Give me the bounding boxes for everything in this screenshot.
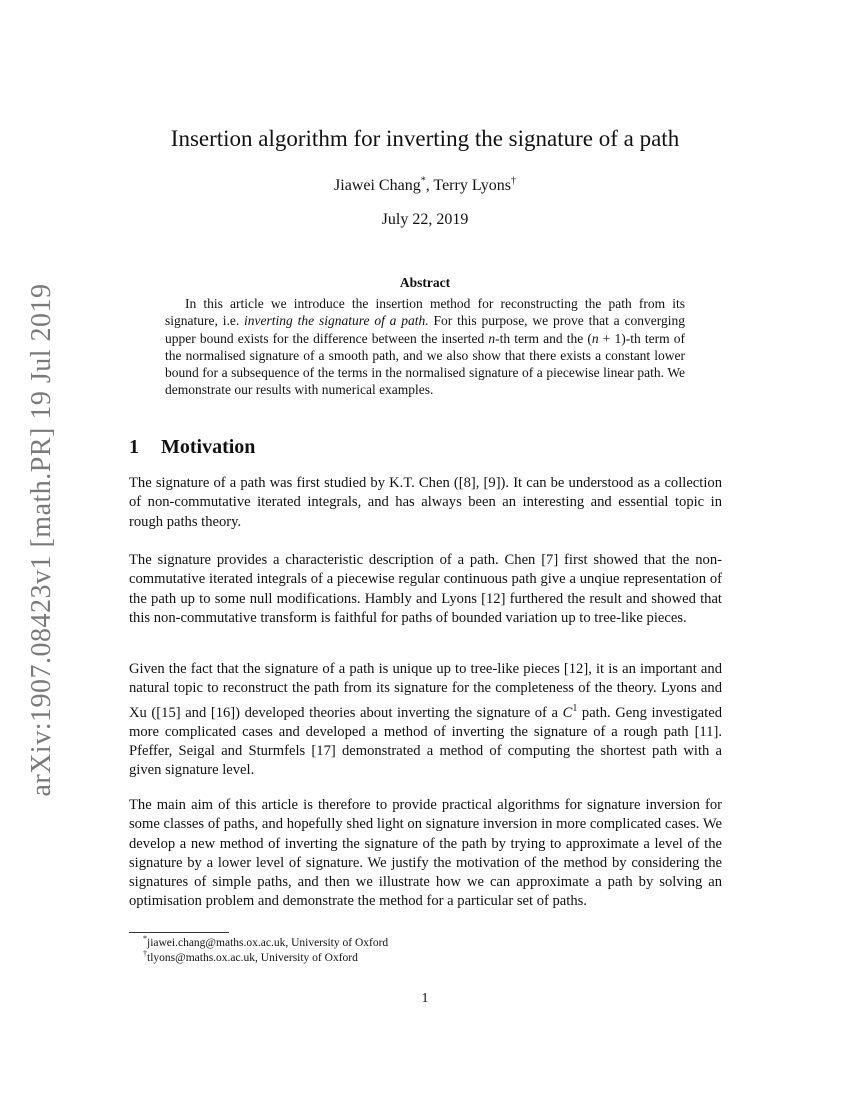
abstract-part-c: -th term and the (: [495, 330, 592, 346]
footnote-2-text: tlyons@maths.ox.ac.uk, University of Oxford: [147, 952, 358, 964]
footnote-2: [143, 951, 358, 965]
paragraph-3: [129, 660, 722, 781]
section-number: 1: [129, 436, 139, 458]
author-separator: ,: [425, 177, 434, 194]
abstract-italic: inverting the signature of a path.: [244, 313, 429, 329]
footnote-2-mark: †: [143, 949, 147, 959]
math-c: C: [562, 704, 573, 721]
abstract-heading: Abstract: [399, 275, 451, 290]
paper-date: July 22, 2019: [381, 211, 469, 228]
page-number: 1: [421, 991, 429, 1006]
arxiv-identifier: arXiv:1907.08423v1 [math.PR] 19 Jul 2019: [26, 283, 57, 797]
section-title: Motivation: [161, 436, 256, 458]
footnote-1-text: jiawei.chang@maths.ox.ac.uk, University of Oxford: [147, 937, 389, 949]
author-mark-lyons[interactable]: †: [510, 175, 516, 187]
section-heading: [129, 436, 255, 459]
arxiv-sidebar-stamp: [22, 283, 62, 797]
footnote-divider: [129, 932, 229, 933]
paragraph-4: The main aim of this article is therefore to provide practical algorithms for signature inversion for some classes of paths, and hopefully shed light on signature inversion in more complicated cases. We develop a new method of inverting the signature of the path by trying to approximate a level of the signature by a lower level of signature. We justify the motivation of the method by considering the signatures of simple paths, and then we illustrate how we can approximate a path by solving an optimisation problem and demonstrate the method for a particular set of paths.: [129, 797, 722, 910]
math-c-superscript: 1: [572, 702, 578, 714]
paragraph-1: The signature of a path was first studied by K.T. Chen ([8], [9]). It can be understood as a collection of non-commutative iterated integrals, and has always been an interesting and essential topic in rough paths theory.: [129, 475, 722, 530]
author-lyons: Terry Lyons: [433, 177, 511, 194]
footnote-1: [143, 936, 388, 950]
abstract-text: [165, 295, 685, 399]
paragraph-3-part-a: Given the fact that the signature of a path is unique up to tree-like pieces [12], it is an important and natural topic to reconstruct the path from its signature for the completeness of the theory. Lyons and Xu ([15] and [16]) developed theories about inverting the signature of a: [129, 661, 722, 721]
paragraph-2: The signature provides a characteristic description of a path. Chen [7] first showed that the non-commutative iterated integrals of a piecewise regular continuous path give a unqiue representation of the path up to some null modifications. Hambly and Lyons [12] furthered the result and showed that this non-commutative transform is faithful for paths of bounded variation up to tree-like pieces.: [129, 552, 722, 626]
abstract-var-n2: n: [591, 330, 599, 346]
abstract-part-d: + 1)-th term of the normalised signature of a smooth path, and we also show that there exists a constant lower bound for a subsequence of the terms in the normalised signature of a piecewise linear path. We demonstrate our results with numerical examples.: [165, 330, 686, 398]
author-line: [0, 177, 850, 195]
abstract-part-b: For this purpose, we prove that a converging upper bound exists for the difference between the inserted: [165, 313, 685, 346]
footnote-1-mark: *: [143, 934, 147, 944]
abstract-var-n: n: [488, 330, 496, 346]
paragraph-3-part-b: path. Geng investigated more complicated cases and developed a method of inverting the signature of a rough path [11]. Pfeffer, Seigal and Sturmfels [17] demonstrated a method of computing the shortest path with a given signature level.: [129, 704, 722, 779]
author-mark-chang[interactable]: *: [420, 175, 426, 187]
author-chang: Jiawei Chang: [334, 177, 421, 194]
paper-title: Insertion algorithm for inverting the signature of a path: [170, 126, 680, 151]
abstract-part-a: In this article we introduce the insertion method for reconstructing the path from its signature, i.e.: [165, 296, 685, 329]
